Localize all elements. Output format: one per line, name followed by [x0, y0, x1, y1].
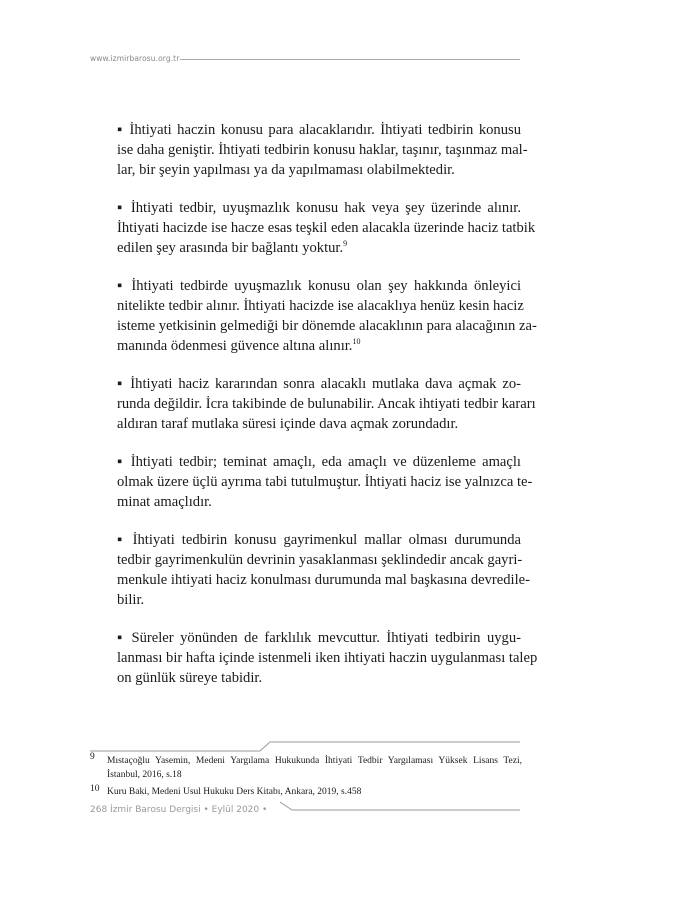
footnote-10	[90, 785, 522, 799]
line-text: ▪ İhtiyati haciz kararından sonra alacaklı mutlaka dava açmak zo-	[117, 376, 521, 392]
text-line	[117, 394, 536, 414]
bullet-paragraph	[117, 198, 536, 258]
footer-divider	[280, 800, 520, 816]
line-text: manında ödenmesi güvence altına alınır.	[117, 338, 353, 354]
bullet-paragraph	[117, 452, 533, 512]
text-line	[117, 374, 521, 394]
line-text: ▪ İhtiyati tedbir; teminat amaçlı, eda amaçlı ve düzenleme amaçlı	[117, 454, 521, 470]
line-text: ▪ İhtiyati tedbir, uyuşmazlık konusu hak veya şey üzerinde alınır.	[117, 200, 521, 216]
text-line	[117, 550, 521, 570]
line-text: ise daha geniştir. İhtiyati tedbirin konusu haklar, taşınır, taşınmaz mal-	[117, 142, 528, 158]
line-text: lar, bir şeyin yapılması ya da yapılmaması olabilmektedir.	[117, 162, 455, 178]
footnote-divider	[90, 741, 520, 753]
footnote-reference[interactable]: 10	[352, 337, 361, 346]
footnote-text: Kuru Baki, Medeni Usul Hukuku Ders Kitabı, Ankara, 2019, s.458	[107, 787, 362, 797]
line-text: İhtiyati hacizde ise hacze esas teşkil eden alacakla üzerinde haciz tatbik	[117, 220, 536, 236]
text-line	[117, 530, 521, 550]
text-line	[117, 472, 533, 492]
text-line	[117, 276, 521, 296]
footnote-reference[interactable]: 9	[343, 239, 348, 248]
main-text	[117, 120, 538, 706]
line-text: ▪ Süreler yönünden de farklılık mevcuttur. İhtiyati tedbirin uygu-	[117, 630, 521, 646]
footnote-number: 9	[90, 752, 95, 762]
text-line	[117, 336, 521, 356]
text-line	[117, 492, 521, 512]
line-text: ▪ İhtiyati tedbirin konusu gayrimenkul mallar olması durumunda	[117, 532, 521, 548]
line-text: nitelikte tedbir alınır. İhtiyati hacizde ise alacaklıya henüz kesin haciz	[117, 298, 524, 314]
text-line	[117, 120, 521, 140]
footnote-number: 10	[90, 784, 100, 794]
text-line	[117, 198, 521, 218]
bullet-paragraph	[117, 530, 530, 610]
text-line	[117, 160, 521, 180]
line-text: on günlük süreye tabidir.	[117, 670, 263, 686]
page-footer: 268 İzmir Barosu Dergisi • Eylül 2020 •	[90, 805, 268, 815]
line-text: minat amaçlıdır.	[117, 494, 212, 510]
line-text: olmak üzere üçlü ayrıma tabi tutulmuştur. İhtiyati haciz ise yalnızca te-	[117, 474, 533, 490]
header-url: www.izmirbarosu.org.tr	[90, 54, 180, 63]
line-text: edilen şey arasında bir bağlantı yoktur.	[117, 240, 344, 256]
text-line	[117, 570, 530, 590]
line-text: isteme yetkisinin gelmediği bir dönemde alacaklının para alacağının za-	[117, 318, 537, 334]
text-line	[117, 648, 538, 668]
text-line	[117, 218, 536, 238]
bullet-paragraph	[117, 120, 528, 180]
footnote-text: Mıstaçoğlu Yasemin, Medeni Yargılama Hukukunda İhtiyati Tedbir Yargılaması Yüksek Lisans Tezi, İstanbul, 2016, s.18	[107, 756, 522, 780]
line-text: tedbir gayrimenkulün devrinin yasaklanması şeklindedir ancak gayri-	[117, 552, 523, 568]
text-line	[117, 140, 528, 160]
bullet-paragraph	[117, 276, 537, 356]
text-line	[117, 628, 521, 648]
line-text: ▪ İhtiyati haczin konusu para alacaklarıdır. İhtiyati tedbirin konusu	[117, 122, 521, 138]
line-text: bilir.	[117, 592, 145, 608]
line-text: runda değildir. İcra takibinde de bulunabilir. Ancak ihtiyati tedbir kararı	[117, 396, 536, 412]
line-text: menkule ihtiyati haciz konulması durumunda mal başkasına devredile-	[117, 572, 530, 588]
header-divider	[180, 59, 520, 60]
text-line	[117, 296, 524, 316]
line-text: lanması bir hafta içinde istenmeli iken ihtiyati haczin uygulanması talep	[117, 650, 538, 666]
line-text: ▪ İhtiyati tedbirde uyuşmazlık konusu olan şey hakkında önleyici	[117, 278, 521, 294]
bullet-paragraph	[117, 374, 536, 434]
text-line	[117, 414, 521, 434]
text-line	[117, 452, 521, 472]
text-line	[117, 590, 521, 610]
text-line	[117, 668, 521, 688]
bullet-paragraph	[117, 628, 538, 688]
text-line	[117, 316, 537, 336]
footnote-9	[90, 754, 522, 782]
text-line	[117, 238, 521, 258]
line-text: aldıran taraf mutlaka süresi içinde dava açmak zorundadır.	[117, 416, 459, 432]
